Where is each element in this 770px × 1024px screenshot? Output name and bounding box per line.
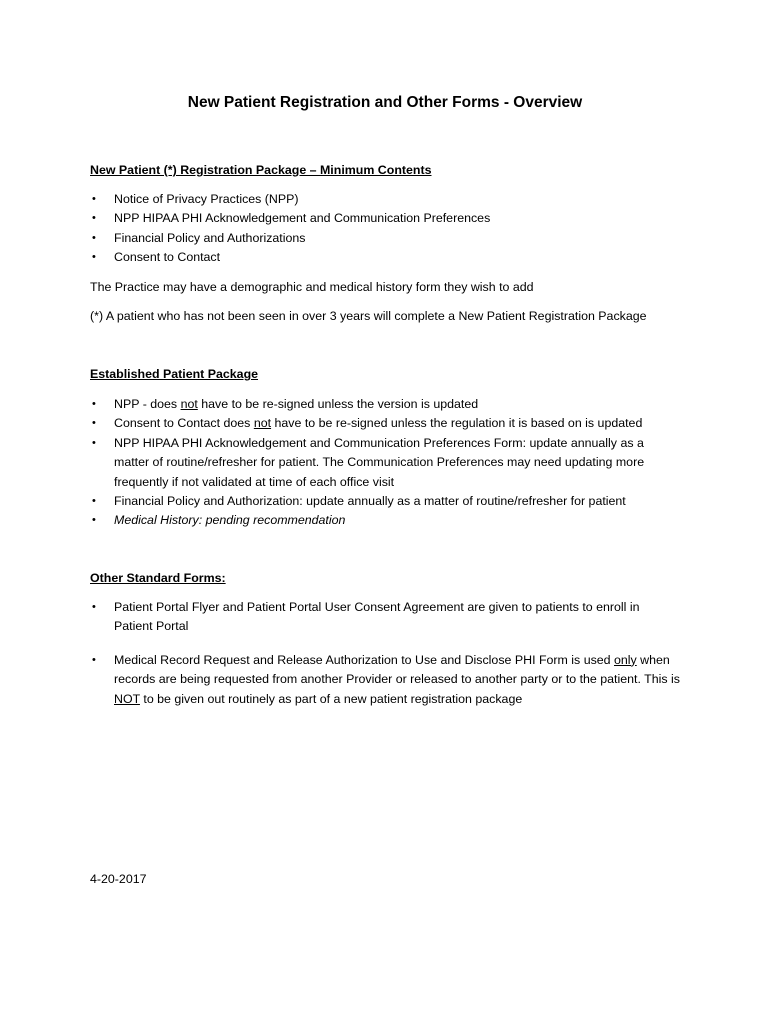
bullet-icon: • — [92, 212, 96, 225]
list-item: • NPP HIPAA PHI Acknowledgement and Communication Preferences Form: update annually as a matter of routine/refresher for patient. The Communication Preferences may need updating more frequently if not validated at time of each office visit — [92, 435, 645, 489]
list-item: • Medical Record Request and Release Authorization to Use and Disclose PHI Form is used only when records are being requested from another Provider or released to another party or to the patient. This is NOT to be given out routinely as part of a new patient registration package — [92, 652, 680, 706]
new-patient-note: The Practice may have a demographic and medical history form they wish to add — [90, 280, 534, 294]
list-item: • NPP HIPAA PHI Acknowledgement and Communication Preferences — [90, 209, 680, 228]
list-item: • Consent to Contact — [90, 248, 680, 267]
bullet-icon: • — [92, 193, 96, 205]
established-list — [90, 395, 680, 531]
other-forms-list — [90, 598, 680, 709]
list-item: • Financial Policy and Authorization: update annually as a matter of routine/refresher for patient — [90, 492, 680, 511]
list-item: • NPP - does not have to be re-signed unless the version is updated — [90, 395, 680, 414]
bullet-icon: • — [92, 514, 96, 527]
bullet-icon: • — [92, 231, 96, 244]
bullet-icon: • — [92, 398, 96, 410]
bullet-icon: • — [92, 601, 96, 613]
other-forms-heading: Other Standard Forms: — [90, 571, 226, 585]
new-patient-list — [90, 190, 680, 268]
list-item: • Patient Portal Flyer and Patient Portal User Consent Agreement are given to patients to enroll in Patient Portal — [92, 600, 640, 634]
list-item: • Notice of Privacy Practices (NPP) — [90, 190, 680, 209]
bullet-icon: • — [92, 653, 96, 666]
bullet-icon: • — [92, 417, 96, 430]
established-heading: Established Patient Package — [90, 367, 259, 381]
page-title: New Patient Registration and Other Forms - Overview — [187, 94, 583, 111]
bullet-icon: • — [92, 251, 96, 264]
bullet-icon: • — [92, 436, 96, 449]
document-date: 4-20-2017 — [90, 872, 147, 886]
bullet-icon: • — [92, 495, 96, 508]
list-item: • Financial Policy and Authorizations — [90, 229, 680, 248]
list-item: • Medical History: pending recommendation — [90, 511, 680, 530]
new-patient-heading: New Patient (*) Registration Package – Minimum Contents — [90, 163, 432, 177]
list-item: • Consent to Contact does not have to be re-signed unless the regulation it is based on is updated — [90, 414, 680, 433]
new-patient-footnote: (*) A patient who has not been seen in over 3 years will complete a New Patient Registration Package — [90, 309, 647, 323]
